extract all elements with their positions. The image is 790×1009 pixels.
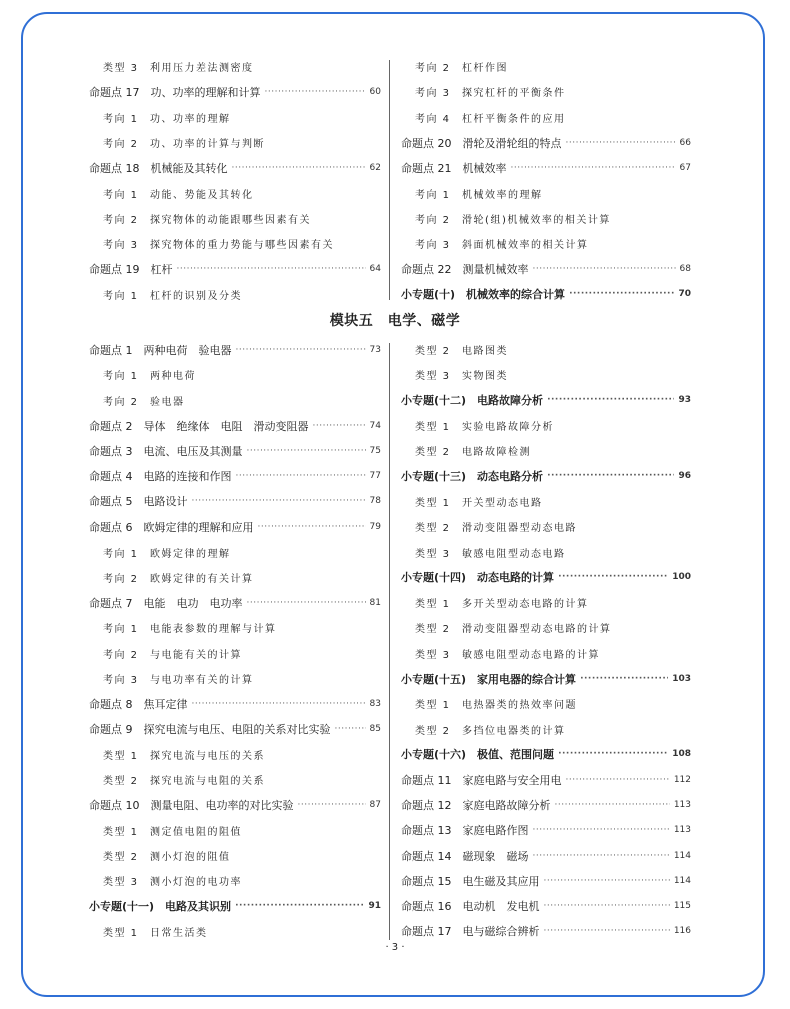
toc-subentry <box>89 388 381 413</box>
toc-subentry <box>89 180 381 205</box>
toc-subentry <box>89 105 381 130</box>
toc-subentry <box>401 79 691 104</box>
toc-entry-title: 命题点 11 家庭电路与安全用电 <box>401 773 562 787</box>
toc-page-number: 113 <box>673 799 691 810</box>
toc-subentry <box>89 641 381 666</box>
toc-subentry <box>401 180 691 205</box>
toc-subentry <box>89 282 381 307</box>
toc-entry <box>401 463 691 488</box>
toc-subentry <box>89 362 381 387</box>
toc-entry <box>401 256 691 281</box>
page-number: · 3 · <box>385 942 405 953</box>
dot-leader <box>558 749 668 759</box>
toc-subentry <box>89 843 381 868</box>
toc-entry-title: 类型 1 多开关型动态电路的计算 <box>415 599 589 611</box>
toc-page-number: 64 <box>369 264 381 275</box>
toc-entry-title: 考向 2 探究物体的动能跟哪些因素有关 <box>103 214 312 226</box>
dot-leader <box>313 421 366 431</box>
toc-entry-title: 命题点 5 电路设计 <box>89 495 188 509</box>
toc-entry-title: 类型 2 电路故障检测 <box>415 447 532 459</box>
toc-entry <box>89 691 381 716</box>
toc-page-number: 112 <box>673 774 691 785</box>
toc-subentry <box>401 691 691 716</box>
toc-entry-title: 类型 1 测定值电阻的阻值 <box>103 826 243 838</box>
toc-entry-title: 小专题(十二) 电路故障分析 <box>401 394 544 408</box>
toc-subentry <box>89 54 381 79</box>
toc-entry-title: 命题点 9 探究电流与电压、电阻的关系对比实验 <box>89 723 331 737</box>
toc-entry-title: 命题点 1 两种电荷 验电器 <box>89 343 232 357</box>
dot-leader <box>533 851 670 861</box>
toc-entry <box>401 565 691 590</box>
toc-page-number: 60 <box>369 86 381 97</box>
dot-leader <box>569 289 674 299</box>
dot-leader <box>247 598 366 608</box>
toc-page-number: 115 <box>673 901 691 912</box>
toc-page-number: 79 <box>369 521 381 532</box>
toc-entry-title: 命题点 14 磁现象 磁场 <box>401 849 529 863</box>
toc-subentry <box>89 231 381 256</box>
toc-entry-title: 命题点 17 电与磁综合辨析 <box>401 925 540 939</box>
toc-entry-title: 命题点 3 电流、电压及其测量 <box>89 444 243 458</box>
toc-entry-title: 考向 1 功、功率的理解 <box>103 113 231 125</box>
toc-subentry <box>401 514 691 539</box>
toc-entry-title: 考向 1 欧姆定律的理解 <box>103 548 231 560</box>
toc-page-number: 67 <box>679 162 691 173</box>
column-divider-top <box>389 60 390 300</box>
toc-entry-title: 类型 2 多挡位电器类的计算 <box>415 725 566 737</box>
toc-entry-title: 考向 3 探究物体的重力势能与哪些因素有关 <box>103 240 335 252</box>
dot-leader <box>566 775 670 785</box>
toc-entry-title: 考向 2 与电能有关的计算 <box>103 649 243 661</box>
toc-entry-title: 类型 2 测小灯泡的阻值 <box>103 852 231 864</box>
toc-page-number: 103 <box>672 673 691 684</box>
toc-entry-title: 类型 1 实验电路故障分析 <box>415 422 555 434</box>
toc-subentry <box>401 413 691 438</box>
toc-entry-title: 考向 2 功、功率的计算与判断 <box>103 139 266 151</box>
toc-page-number: 108 <box>672 749 691 760</box>
toc-page-number: 81 <box>369 597 381 608</box>
toc-subentry <box>89 206 381 231</box>
toc-page-number: 100 <box>672 572 691 583</box>
toc-entry <box>401 666 691 691</box>
toc-subentry <box>89 565 381 590</box>
toc-page-number: 77 <box>369 471 381 482</box>
toc-column-bottom-right <box>401 337 691 944</box>
toc-entry <box>89 256 381 281</box>
toc-entry-title: 类型 2 滑动变阻器型动态电路 <box>415 523 578 535</box>
dot-leader <box>232 163 366 173</box>
toc-subentry <box>401 590 691 615</box>
toc-subentry <box>401 231 691 256</box>
toc-entry <box>401 282 691 307</box>
toc-entry-title: 命题点 10 测量电阻、电功率的对比实验 <box>89 798 294 812</box>
toc-page-number: 113 <box>673 825 691 836</box>
toc-entry-title: 命题点 20 滑轮及滑轮组的特点 <box>401 136 562 150</box>
toc-entry-title: 考向 3 探究杠杆的平衡条件 <box>415 88 566 100</box>
dot-leader <box>177 264 366 274</box>
toc-entry-title: 类型 2 电路图类 <box>415 346 509 358</box>
toc-page-number: 78 <box>369 496 381 507</box>
dot-leader <box>544 901 670 911</box>
toc-entry-title: 考向 2 验电器 <box>103 396 185 408</box>
dot-leader <box>236 345 366 355</box>
toc-entry-title: 命题点 6 欧姆定律的理解和应用 <box>89 520 254 534</box>
toc-entry-title: 命题点 17 功、功率的理解和计算 <box>89 85 261 99</box>
toc-entry-title: 小专题(十一) 电路及其识别 <box>89 900 232 914</box>
toc-entry-title: 考向 2 欧姆定律的有关计算 <box>103 573 254 585</box>
toc-entry <box>401 388 691 413</box>
dot-leader <box>544 876 670 886</box>
toc-entry-title: 考向 4 杠杆平衡条件的应用 <box>415 113 566 125</box>
dot-leader <box>566 138 676 148</box>
toc-entry <box>401 818 691 843</box>
dot-leader <box>558 572 668 582</box>
toc-entry-title: 命题点 22 测量机械效率 <box>401 263 529 277</box>
toc-column-top-left <box>89 54 381 307</box>
toc-entry-title: 考向 1 杠杆的识别及分类 <box>103 290 243 302</box>
toc-page-number: 62 <box>369 162 381 173</box>
toc-entry-title: 命题点 13 家庭电路作图 <box>401 824 529 838</box>
toc-subentry <box>89 742 381 767</box>
dot-leader <box>236 471 366 481</box>
toc-page-number: 93 <box>678 395 691 406</box>
toc-entry-title: 考向 1 电能表参数的理解与计算 <box>103 624 277 636</box>
toc-entry-title: 小专题(十五) 家用电器的综合计算 <box>401 672 577 686</box>
toc-entry-title: 考向 1 两种电荷 <box>103 371 197 383</box>
toc-page-number: 114 <box>673 850 691 861</box>
toc-subentry <box>401 105 691 130</box>
toc-entry-title: 类型 2 探究电流与电阻的关系 <box>103 776 266 788</box>
toc-entry-title: 命题点 7 电能 电功 电功率 <box>89 596 243 610</box>
dot-leader <box>192 699 366 709</box>
toc-entry <box>401 767 691 792</box>
toc-entry-title: 命题点 12 家庭电路故障分析 <box>401 798 551 812</box>
toc-subentry <box>401 362 691 387</box>
dot-leader <box>265 87 366 97</box>
dot-leader <box>555 800 670 810</box>
toc-entry <box>401 894 691 919</box>
toc-page-number: 74 <box>369 420 381 431</box>
toc-page-number: 116 <box>673 926 691 937</box>
toc-subentry <box>89 919 381 944</box>
toc-entry-title: 命题点 16 电动机 发电机 <box>401 900 540 914</box>
toc-column-top-right <box>401 54 691 307</box>
toc-entry <box>89 489 381 514</box>
dot-leader <box>580 674 668 684</box>
toc-subentry <box>89 130 381 155</box>
toc-entry-title: 命题点 2 导体 绝缘体 电阻 滑动变阻器 <box>89 419 309 433</box>
toc-page-number: 87 <box>369 799 381 810</box>
toc-entry-title: 类型 3 利用压力差法测密度 <box>103 63 254 75</box>
column-divider-bottom <box>389 343 390 940</box>
toc-entry <box>89 79 381 104</box>
toc-subentry <box>89 666 381 691</box>
toc-subentry <box>89 818 381 843</box>
toc-entry-title: 命题点 18 机械能及其转化 <box>89 161 228 175</box>
dot-leader <box>298 800 366 810</box>
toc-entry <box>89 894 381 919</box>
toc-entry <box>401 130 691 155</box>
dot-leader <box>533 825 670 835</box>
toc-entry <box>401 155 691 180</box>
dot-leader <box>547 395 674 405</box>
toc-entry-title: 命题点 4 电路的连接和作图 <box>89 470 232 484</box>
module-title: 模块五 电学、磁学 <box>329 313 461 329</box>
toc-entry <box>89 590 381 615</box>
toc-page-number: 70 <box>678 289 691 300</box>
dot-leader <box>192 496 366 506</box>
dot-leader <box>547 471 674 481</box>
toc-page-number: 68 <box>679 264 691 275</box>
toc-entry-title: 考向 2 杠杆作图 <box>415 63 509 75</box>
toc-entry <box>89 514 381 539</box>
toc-entry-title: 命题点 21 机械效率 <box>401 161 507 175</box>
toc-entry-title: 类型 1 探究电流与电压的关系 <box>103 750 266 762</box>
toc-entry-title: 类型 1 开关型动态电路 <box>415 497 543 509</box>
toc-page-number: 96 <box>678 471 691 482</box>
toc-subentry <box>401 716 691 741</box>
toc-subentry <box>401 539 691 564</box>
toc-subentry <box>89 539 381 564</box>
toc-entry <box>401 919 691 944</box>
toc-entry-title: 考向 3 斜面机械效率的相关计算 <box>415 240 589 252</box>
dot-leader <box>511 163 676 173</box>
toc-subentry <box>89 615 381 640</box>
toc-subentry <box>401 489 691 514</box>
toc-entry-title: 命题点 15 电生磁及其应用 <box>401 874 540 888</box>
toc-entry-title: 类型 2 滑动变阻器型动态电路的计算 <box>415 624 612 636</box>
toc-entry-title: 类型 3 测小灯泡的电功率 <box>103 877 243 889</box>
toc-page-number: 91 <box>368 901 381 912</box>
toc-entry <box>401 792 691 817</box>
toc-entry <box>89 413 381 438</box>
toc-entry-title: 命题点 8 焦耳定律 <box>89 697 188 711</box>
toc-subentry <box>401 54 691 79</box>
toc-subentry <box>401 641 691 666</box>
toc-subentry <box>89 868 381 893</box>
toc-subentry <box>401 438 691 463</box>
toc-entry-title: 考向 1 机械效率的理解 <box>415 189 543 201</box>
toc-entry-title: 类型 3 敏感电阻型动态电路的计算 <box>415 649 601 661</box>
toc-page-number: 83 <box>369 698 381 709</box>
toc-subentry <box>401 206 691 231</box>
toc-entry <box>401 843 691 868</box>
toc-page-number: 114 <box>673 875 691 886</box>
toc-entry <box>89 155 381 180</box>
toc-entry-title: 类型 3 实物图类 <box>415 371 509 383</box>
dot-leader <box>235 901 364 911</box>
dot-leader <box>544 926 670 936</box>
toc-entry <box>401 868 691 893</box>
toc-subentry <box>401 615 691 640</box>
dot-leader <box>533 264 676 274</box>
toc-entry <box>89 337 381 362</box>
toc-entry-title: 小专题(十) 机械效率的综合计算 <box>401 288 566 302</box>
toc-subentry <box>89 767 381 792</box>
toc-entry-title: 类型 1 日常生活类 <box>103 927 208 939</box>
dot-leader <box>258 522 366 532</box>
toc-entry <box>89 792 381 817</box>
toc-column-bottom-left <box>89 337 381 944</box>
toc-page-number: 66 <box>679 137 691 148</box>
toc-page-number: 85 <box>369 724 381 735</box>
dot-leader <box>335 724 366 734</box>
toc-entry-title: 考向 2 滑轮(组)机械效率的相关计算 <box>415 214 611 226</box>
toc-entry <box>401 742 691 767</box>
toc-entry-title: 小专题(十四) 动态电路的计算 <box>401 571 555 585</box>
toc-entry-title: 类型 3 敏感电阻型动态电路 <box>415 548 566 560</box>
toc-subentry <box>401 337 691 362</box>
toc-entry-title: 考向 3 与电功率有关的计算 <box>103 675 254 686</box>
toc-page-number: 75 <box>369 445 381 456</box>
toc-entry-title: 命题点 19 杠杆 <box>89 263 173 277</box>
toc-entry-title: 类型 1 电热器类的热效率问题 <box>415 700 578 712</box>
toc-entry <box>89 463 381 488</box>
toc-entry-title: 小专题(十三) 动态电路分析 <box>401 470 544 484</box>
dot-leader <box>247 446 366 456</box>
toc-page-number: 73 <box>369 344 381 355</box>
toc-entry-title: 考向 1 动能、势能及其转化 <box>103 189 254 201</box>
toc-entry <box>89 716 381 741</box>
toc-entry-title: 小专题(十六) 极值、范围问题 <box>401 748 555 762</box>
toc-entry <box>89 438 381 463</box>
